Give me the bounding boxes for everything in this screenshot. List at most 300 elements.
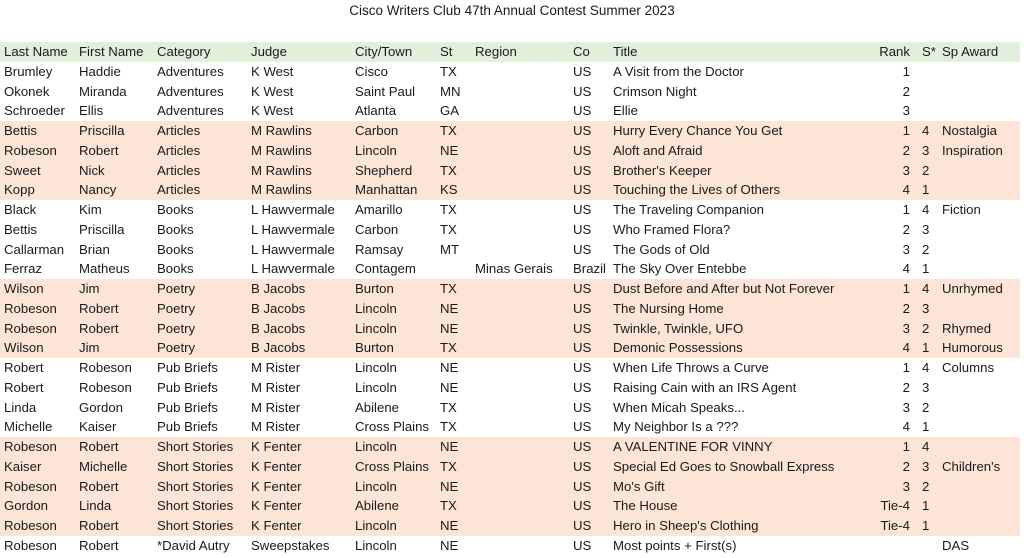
cell-state: NE (440, 320, 459, 336)
cell-title: A VALENTINE FOR VINNY (613, 439, 773, 454)
column-header-score: S* (922, 44, 936, 59)
cell-country: US (573, 518, 592, 533)
cell-last-name: Okonek (4, 83, 50, 99)
cell-country: US (573, 123, 592, 138)
cell-category: Poetry (157, 320, 196, 336)
table-row (0, 496, 1020, 516)
table-body (0, 62, 1020, 556)
cell-last-name: Black (4, 202, 37, 217)
cell-rank: 4 (902, 182, 910, 198)
cell-title: Who Framed Flora? (613, 221, 731, 237)
cell-score: 4 (922, 439, 930, 454)
cell-title: The Sky Over Entebbe (613, 261, 747, 277)
cell-state: TX (440, 162, 457, 178)
cell-first-name: Haddie (79, 63, 121, 79)
cell-title: Dust Before and After but Not Forever (613, 281, 835, 296)
cell-city: Manhattan (355, 182, 418, 198)
cell-last-name: Robeson (4, 320, 57, 336)
cell-category: Short Stories (157, 498, 234, 514)
cell-score: 2 (922, 478, 930, 494)
cell-last-name: Callarman (4, 241, 65, 257)
cell-country: US (573, 103, 592, 119)
cell-country: US (573, 182, 592, 198)
table-row (0, 82, 1020, 102)
cell-country: US (573, 419, 592, 435)
cell-region (471, 141, 569, 161)
cell-score: 1 (922, 182, 930, 198)
cell-rank: 1 (902, 439, 910, 454)
cell-rank: 2 (902, 221, 910, 237)
table-row (0, 180, 1020, 200)
cell-city: Lincoln (355, 439, 397, 454)
cell-first-name: Brian (79, 241, 110, 257)
table-row (0, 457, 1020, 477)
cell-last-name: Robeson (4, 300, 57, 316)
cell-category: Books (157, 202, 194, 217)
table-row (0, 101, 1020, 121)
table-row (0, 62, 1020, 82)
cell-special-award (938, 496, 1020, 516)
cell-state: MT (440, 241, 460, 257)
cell-special-award (938, 398, 1020, 418)
cell-judge: K West (251, 63, 294, 79)
table-row (0, 319, 1020, 339)
cell-country: US (573, 340, 592, 356)
cell-judge: B Jacobs (251, 320, 306, 336)
table-row (0, 417, 1020, 437)
cell-title: Hero in Sheep's Clothing (613, 518, 759, 533)
cell-first-name: Jim (79, 340, 100, 356)
cell-last-name: Robeson (4, 439, 57, 454)
cell-region (471, 536, 569, 556)
cell-category: Articles (157, 182, 201, 198)
cell-rank: 1 (902, 360, 910, 375)
table-row (0, 259, 1020, 279)
cell-special-award (938, 299, 1020, 319)
cell-city: Lincoln (355, 142, 397, 158)
cell-title: Mo's Gift (613, 478, 665, 494)
cell-special-award (938, 82, 1020, 102)
cell-rank (861, 536, 916, 556)
cell-city: Shepherd (355, 162, 413, 178)
cell-special-award: Nostalgia (942, 123, 997, 138)
cell-city: Lincoln (355, 537, 397, 553)
column-header-category: Category (157, 44, 211, 59)
cell-city: Abilene (355, 498, 399, 514)
cell-first-name: Gordon (79, 399, 123, 415)
cell-special-award: Humorous (942, 340, 1003, 356)
cell-state: NE (440, 439, 459, 454)
cell-score: 3 (922, 458, 930, 474)
cell-score: 1 (922, 419, 930, 435)
cell-judge: L Hawvermale (251, 202, 335, 217)
cell-score: 2 (922, 399, 930, 415)
cell-state: NE (440, 300, 459, 316)
cell-rank: 4 (902, 419, 910, 435)
cell-first-name: Robert (79, 142, 119, 158)
cell-category: Books (157, 261, 194, 277)
cell-first-name: Michelle (79, 458, 128, 474)
cell-state: NE (440, 478, 459, 494)
cell-state: TX (440, 498, 457, 514)
cell-judge: M Rister (251, 399, 301, 415)
cell-rank: 3 (902, 103, 910, 119)
cell-last-name: Linda (4, 399, 37, 415)
cell-rank: 2 (902, 379, 910, 395)
cell-region (471, 477, 569, 497)
cell-region (471, 200, 569, 220)
cell-city: Cisco (355, 63, 388, 79)
cell-rank: 2 (902, 458, 910, 474)
cell-title: Demonic Possessions (613, 340, 743, 356)
cell-state: NE (440, 360, 459, 375)
table-row (0, 279, 1020, 299)
cell-last-name: Schroeder (4, 103, 65, 119)
cell-category: Adventures (157, 103, 224, 119)
cell-category: Pub Briefs (157, 419, 218, 435)
cell-country: US (573, 202, 592, 217)
cell-rank: 1 (902, 123, 910, 138)
cell-region (471, 299, 569, 319)
cell-special-award: Children's (942, 458, 1001, 474)
cell-category: Short Stories (157, 458, 234, 474)
cell-title: Brother's Keeper (613, 162, 712, 178)
cell-judge: M Rister (251, 360, 301, 375)
cell-score: 4 (922, 202, 930, 217)
cell-score: 4 (922, 281, 930, 296)
cell-last-name: Sweet (4, 162, 41, 178)
cell-country: US (573, 142, 592, 158)
cell-category: Poetry (157, 300, 196, 316)
cell-category: Pub Briefs (157, 379, 218, 395)
cell-title: Twinkle, Twinkle, UFO (613, 320, 744, 336)
cell-title: The Traveling Companion (613, 202, 765, 217)
cell-special-award: DAS (942, 537, 970, 553)
cell-region (471, 437, 569, 457)
cell-score: 4 (922, 123, 930, 138)
table-row (0, 161, 1020, 181)
cell-judge: K West (251, 103, 294, 119)
cell-special-award (938, 101, 1020, 121)
cell-judge: M Rister (251, 379, 301, 395)
cell-city: Ramsay (355, 241, 404, 257)
cell-region (471, 457, 569, 477)
cell-region (471, 121, 569, 141)
cell-special-award (938, 417, 1020, 437)
cell-score (916, 62, 938, 82)
cell-last-name: Wilson (4, 340, 44, 356)
cell-first-name: Robert (79, 537, 119, 553)
cell-state: TX (440, 281, 457, 296)
cell-first-name: Robert (79, 320, 119, 336)
cell-category: Articles (157, 123, 201, 138)
cell-category: Pub Briefs (157, 360, 218, 375)
cell-category: Short Stories (157, 478, 234, 494)
cell-rank: 3 (902, 162, 910, 178)
cell-first-name: Nick (79, 162, 105, 178)
cell-country: US (573, 281, 592, 296)
table-row (0, 141, 1020, 161)
cell-special-award (938, 378, 1020, 398)
cell-judge: M Rawlins (251, 162, 312, 178)
cell-rank: 2 (902, 83, 910, 99)
cell-first-name: Nancy (79, 182, 117, 198)
cell-city: Lincoln (355, 320, 397, 336)
cell-first-name: Priscilla (79, 123, 125, 138)
cell-region (471, 496, 569, 516)
cell-score: 1 (922, 518, 930, 533)
cell-city: Lincoln (355, 360, 397, 375)
cell-first-name: Matheus (79, 261, 130, 277)
cell-country: US (573, 83, 592, 99)
cell-title: The House (613, 498, 678, 514)
cell-country: US (573, 399, 592, 415)
cell-state: MN (440, 83, 461, 99)
column-header-judge: Judge (251, 44, 287, 59)
column-header-first-name: First Name (79, 44, 144, 59)
cell-title: When Micah Speaks... (613, 399, 745, 415)
cell-city: Atlanta (355, 103, 397, 119)
cell-title: Special Ed Goes to Snowball Express (613, 458, 835, 474)
cell-state: KS (440, 182, 458, 198)
cell-judge: K Fenter (251, 498, 302, 514)
cell-city: Lincoln (355, 300, 397, 316)
cell-last-name: Kaiser (4, 458, 42, 474)
cell-category: Adventures (157, 83, 224, 99)
cell-state: TX (440, 458, 457, 474)
cell-score: 1 (922, 261, 930, 277)
cell-special-award: Inspiration (942, 142, 1003, 158)
cell-country: US (573, 221, 592, 237)
cell-first-name: Robeson (79, 379, 132, 395)
cell-state (436, 259, 471, 279)
cell-title: When Life Throws a Curve (613, 360, 769, 375)
cell-special-award (938, 516, 1020, 536)
cell-region (471, 161, 569, 181)
cell-title: Aloft and Afraid (613, 142, 703, 158)
cell-last-name: Bettis (4, 123, 37, 138)
cell-region (471, 180, 569, 200)
cell-country: US (573, 63, 592, 79)
cell-score: 3 (922, 379, 930, 395)
cell-title: The Gods of Old (613, 241, 710, 257)
cell-special-award (938, 437, 1020, 457)
cell-state: TX (440, 63, 457, 79)
cell-first-name: Robert (79, 518, 119, 533)
cell-last-name: Robert (4, 360, 44, 375)
cell-city: Burton (355, 340, 394, 356)
cell-city: Lincoln (355, 518, 397, 533)
cell-judge: L Hawvermale (251, 261, 335, 277)
cell-special-award (938, 161, 1020, 181)
cell-judge: B Jacobs (251, 340, 306, 356)
cell-country: US (573, 379, 592, 395)
cell-category: Short Stories (157, 518, 234, 533)
cell-state: TX (440, 419, 457, 435)
cell-city: Amarillo (355, 202, 403, 217)
cell-state: GA (440, 103, 460, 119)
cell-last-name: Robeson (4, 537, 57, 553)
table-row (0, 299, 1020, 319)
cell-country: US (573, 360, 592, 375)
cell-rank: 3 (902, 241, 910, 257)
cell-region (471, 398, 569, 418)
cell-special-award (938, 180, 1020, 200)
cell-country: US (573, 478, 592, 494)
cell-region (471, 417, 569, 437)
cell-first-name: Linda (79, 498, 112, 514)
cell-first-name: Priscilla (79, 221, 125, 237)
table-row (0, 477, 1020, 497)
cell-title: Ellie (613, 103, 638, 119)
cell-last-name: Brumley (4, 63, 53, 79)
table-row (0, 200, 1020, 220)
cell-category: Poetry (157, 281, 196, 296)
table-row (0, 437, 1020, 457)
page-title: Cisco Writers Club 47th Annual Contest Summer 2023 (349, 3, 675, 18)
cell-rank: 1 (902, 202, 910, 217)
cell-special-award (938, 220, 1020, 240)
column-header-last-name: Last Name (4, 44, 68, 59)
cell-special-award: Rhymed (942, 320, 992, 336)
cell-score: 3 (922, 221, 930, 237)
cell-judge: K West (251, 83, 294, 99)
cell-region (471, 378, 569, 398)
cell-region (471, 82, 569, 102)
cell-category: Articles (157, 142, 201, 158)
table-row (0, 516, 1020, 536)
cell-category: Short Stories (157, 439, 234, 454)
cell-last-name: Ferraz (4, 261, 43, 277)
cell-rank: 1 (902, 63, 910, 79)
cell-region (471, 338, 569, 358)
cell-last-name: Robeson (4, 518, 57, 533)
cell-country: US (573, 162, 592, 178)
cell-special-award: Unrhymed (942, 281, 1003, 296)
cell-last-name: Robeson (4, 478, 57, 494)
cell-judge: L Hawvermale (251, 221, 335, 237)
cell-judge: B Jacobs (251, 300, 306, 316)
cell-first-name: Jim (79, 281, 100, 296)
cell-last-name: Gordon (4, 498, 48, 514)
cell-judge: M Rister (251, 419, 301, 435)
cell-rank: Tie-4 (880, 518, 910, 533)
cell-category: Adventures (157, 63, 224, 79)
cell-title: The Nursing Home (613, 300, 724, 316)
cell-rank: Tie-4 (880, 498, 910, 514)
column-header-state: St (440, 44, 453, 59)
column-header-title: Title (613, 44, 638, 59)
cell-last-name: Bettis (4, 221, 37, 237)
cell-state: NE (440, 379, 459, 395)
cell-state: TX (440, 202, 457, 217)
table-row (0, 240, 1020, 260)
cell-country: US (573, 537, 592, 553)
cell-country: US (573, 458, 592, 474)
cell-first-name: Robert (79, 439, 119, 454)
cell-score: 1 (922, 340, 930, 356)
cell-last-name: Wilson (4, 281, 44, 296)
cell-region (471, 358, 569, 378)
cell-special-award: Fiction (942, 202, 981, 217)
cell-score: 3 (922, 300, 930, 316)
cell-country: Brazil (573, 261, 606, 277)
column-header-special-award: Sp Award (942, 44, 999, 59)
cell-rank: 3 (902, 399, 910, 415)
cell-first-name: Ellis (79, 103, 104, 119)
cell-judge: K Fenter (251, 458, 302, 474)
cell-rank: 3 (902, 478, 910, 494)
cell-first-name: Robeson (79, 360, 132, 375)
column-header-country: Co (573, 44, 590, 59)
cell-title: Crimson Night (613, 83, 697, 99)
cell-city: Abilene (355, 399, 399, 415)
cell-title: My Neighbor Is a ??? (613, 419, 739, 435)
cell-state: NE (440, 142, 459, 158)
table-row (0, 378, 1020, 398)
cell-first-name: Kim (79, 202, 102, 217)
cell-country: US (573, 498, 592, 514)
cell-last-name: Michelle (4, 419, 53, 435)
cell-city: Lincoln (355, 379, 397, 395)
cell-city: Lincoln (355, 478, 397, 494)
cell-score: 2 (922, 162, 930, 178)
cell-state: TX (440, 399, 457, 415)
cell-city: Cross Plains (355, 419, 430, 435)
cell-rank: 2 (902, 142, 910, 158)
column-header-city: City/Town (355, 44, 413, 59)
cell-city: Carbon (355, 221, 399, 237)
cell-judge: K Fenter (251, 478, 302, 494)
cell-city: Burton (355, 281, 394, 296)
table-row (0, 121, 1020, 141)
cell-special-award (938, 62, 1020, 82)
cell-judge: M Rawlins (251, 123, 312, 138)
cell-title: Raising Cain with an IRS Agent (613, 379, 797, 395)
cell-region: Minas Gerais (475, 261, 553, 277)
cell-country: US (573, 320, 592, 336)
cell-title: Most points + First(s) (613, 537, 737, 553)
cell-category: Pub Briefs (157, 399, 218, 415)
cell-judge: K Fenter (251, 439, 302, 454)
cell-category: Books (157, 241, 194, 257)
cell-category: Poetry (157, 340, 196, 356)
cell-rank: 4 (902, 261, 910, 277)
cell-country: US (573, 439, 592, 454)
results-table (0, 42, 1020, 556)
cell-region (471, 516, 569, 536)
cell-title: A Visit from the Doctor (613, 63, 744, 79)
cell-special-award (938, 259, 1020, 279)
cell-judge: M Rawlins (251, 142, 312, 158)
table-row (0, 338, 1020, 358)
cell-state: TX (440, 340, 457, 356)
cell-region (471, 319, 569, 339)
cell-region (471, 279, 569, 299)
cell-judge: L Hawvermale (251, 241, 335, 257)
cell-rank: 2 (902, 300, 910, 316)
cell-city: Contagem (355, 261, 416, 277)
cell-judge: B Jacobs (251, 281, 306, 296)
cell-rank: 1 (902, 281, 910, 296)
cell-city: Saint Paul (355, 83, 416, 99)
cell-score: 2 (922, 320, 930, 336)
cell-region (471, 62, 569, 82)
cell-judge: Sweepstakes (251, 537, 330, 553)
header-row (0, 42, 1020, 62)
table-row (0, 220, 1020, 240)
column-header-rank: Rank (879, 44, 910, 59)
